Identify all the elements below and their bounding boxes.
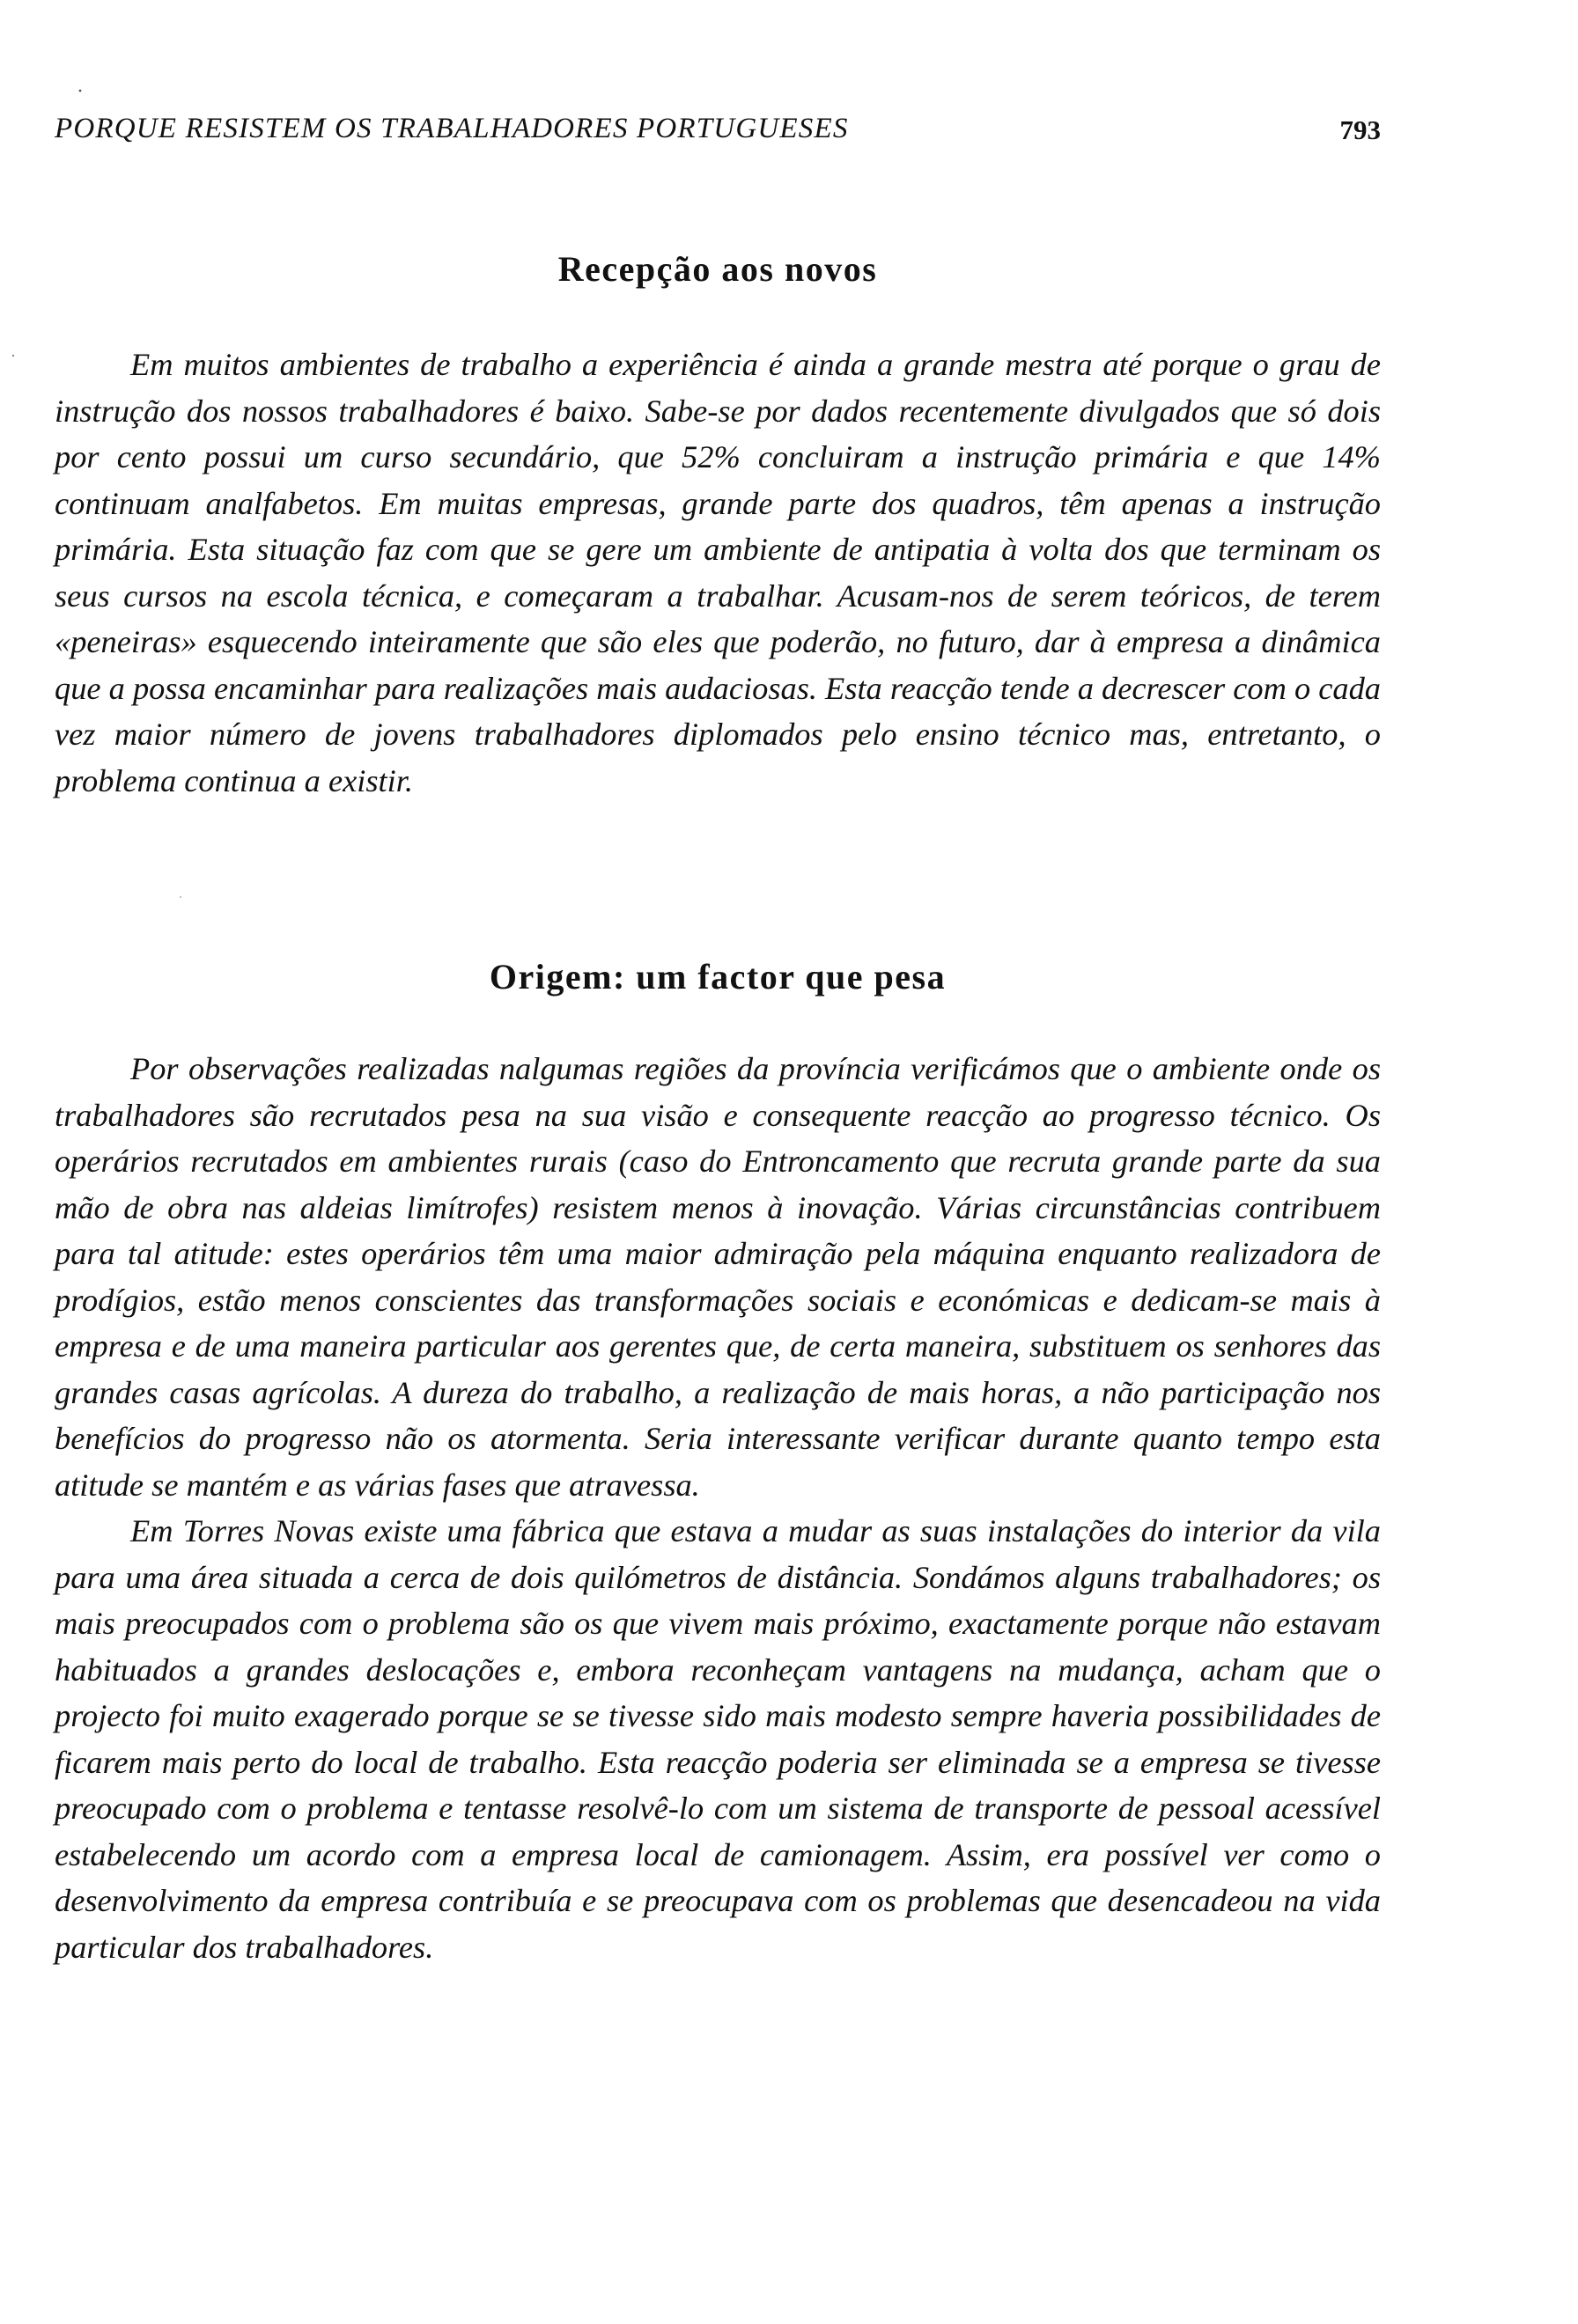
section-heading: Recepção aos novos	[557, 249, 878, 289]
scan-speck	[180, 896, 181, 898]
scan-speck	[12, 355, 14, 357]
running-title: PORQUE RESISTEM OS TRABALHADORES PORTUGUESES	[55, 113, 849, 144]
scan-speck	[79, 90, 82, 92]
body-paragraph: Por observações realizadas nalgumas regiões da província verificámos que o ambiente onde os trabalhadores são recrutados pesa na sua visão e consequente reacção ao progresso técnico. Os operários recrutados em ambientes rurais (caso do Entroncamento que recruta grande parte da sua mão de obra nas aldeias limítrofes) resistem menos à inovação. Várias circunstâncias contribuem para tal atitude: estes operários têm uma maior admiração pela máquina enquanto realizadora de prodígios, estão menos conscientes das transformações sociais e económicas e dedicam-se mais à empresa e de uma maneira particular aos gerentes que, de certa maneira, substituem os senhores das grandes casas agrícolas. A dureza do trabalho, a realização de mais horas, a não participação nos benefícios do progresso não os atormenta. Seria interessante verificar durante quanto tempo esta atitude se mantém e as várias fases que atravessa.	[55, 1051, 1381, 1503]
section-recepcao	[55, 248, 1381, 804]
section-origem	[55, 956, 1381, 1970]
running-head	[55, 113, 1381, 155]
section-heading: Origem: um factor que pesa	[489, 957, 947, 997]
body-paragraph: Em muitos ambientes de trabalho a experiência é ainda a grande mestra até porque o grau de instrução dos nossos trabalhadores é baixo. Sabe-se por dados recentemente divulgados que só dois por cento possui um curso secundário, que 52% concluiram a instrução primária e que 14% continuam analfabetos. Em muitas empresas, grande parte dos quadros, têm apenas a instrução primária. Esta situação faz com que se gere um ambiente de antipatia à volta dos que terminam os seus cursos na escola técnica, e começaram a trabalhar. Acusam-nos de serem teóricos, de terem «peneiras» esquecendo inteiramente que são eles que poderão, no futuro, dar à empresa a dinâmica que a possa encaminhar para realizações mais audaciosas. Esta reacção tende a decrescer com o cada vez maior número de jovens trabalhadores diplomados pelo ensino técnico mas, entretanto, o problema continua a existir.	[55, 347, 1381, 798]
body-paragraph: Em Torres Novas existe uma fábrica que estava a mudar as suas instalações do interior da vila para uma área situada a cerca de dois quilómetros de distância. Sondámos alguns trabalhadores; os mais preocupados com o problema são os que vivem mais próximo, exactamente porque não estavam habituados a grandes deslocações e, embora reconheçam vantagens na mudança, acham que o projecto foi muito exagerado porque se se tivesse sido mais modesto sempre haveria possibilidades de ficarem mais perto do local de trabalho. Esta reacção poderia ser eliminada se a empresa se tivesse preocupado com o problema e tentasse resolvê-lo com um sistema de transporte de pessoal acessível estabelecendo um acordo com a empresa local de camionagem. Assim, era possível ver como o desenvolvimento da empresa contribuía e se preocupava com os problemas que desencadeou na vida particular dos trabalhadores.	[55, 1513, 1381, 1965]
page-number: 793	[1339, 114, 1381, 145]
